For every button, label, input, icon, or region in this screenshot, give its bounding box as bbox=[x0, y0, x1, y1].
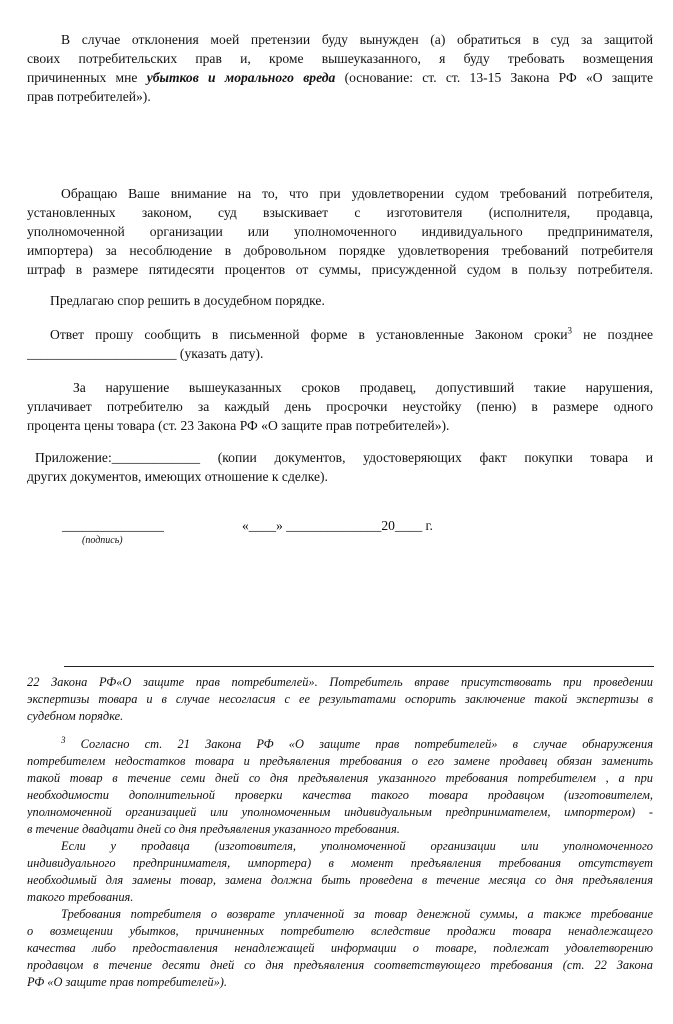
text-run: Ответ прошу сообщить в письменной форме в установленные Законом сроки bbox=[50, 327, 568, 342]
text-line: Обращаю Ваше внимание на то, что при удовлетворении судом требований потребителя, bbox=[61, 186, 653, 201]
footnote-separator bbox=[64, 666, 654, 667]
text-line: В случае отклонения моей претензии буду вынужден (а) обратиться в суд за защитой bbox=[61, 32, 653, 47]
text-run: не позднее bbox=[572, 327, 653, 342]
footnote-line: экспертизы товара и в случае несогласия с ее результатами оспорить заключение такой экспертизы в bbox=[27, 692, 653, 706]
signature-label: (подпись) bbox=[82, 535, 123, 546]
text-line: уполномоченной организации или уполномоченного индивидуального предпринимателя, bbox=[27, 224, 653, 239]
signature-line: _______________ bbox=[62, 518, 164, 533]
footnote-line: необходимый для замены товар, замена должна быть проведена в течение месяца со дня предъявления bbox=[27, 873, 653, 887]
footnote-line: индивидуального предпринимателя, импортера) в момент предъявления требования отсутствует bbox=[27, 856, 653, 870]
footnote-3-part-c bbox=[27, 906, 653, 991]
text-line: других документов, имеющих отношение к сделке). bbox=[27, 469, 328, 484]
text-run: (основание: ст. ст. 13-15 Закона РФ «О защите bbox=[335, 70, 653, 85]
footnote-line: продавцом в течение десяти дней со дня предъявления соответствующего требования (ст. 22 Закона bbox=[27, 958, 653, 972]
text-line: штраф в размере пятидесяти процентов от суммы, присужденной судом в пользу потребителя. bbox=[27, 262, 653, 277]
text-line: Приложение:_____________ (копии документов, удостоверяющих факт покупки товара и bbox=[35, 450, 653, 465]
footnote-mark: 3 bbox=[61, 736, 66, 745]
footnote-continuation bbox=[27, 674, 653, 725]
emphasis-text: убытков и морального вреда bbox=[146, 70, 336, 85]
answer-request-paragraph bbox=[27, 325, 653, 363]
footnote-line: такого требования. bbox=[27, 890, 134, 904]
footnote-ref: 3 bbox=[567, 325, 573, 336]
text-line: За нарушение вышеуказанных сроков продавец, допустивший такие нарушения, bbox=[73, 380, 653, 395]
text-line: своих потребительских прав и, кроме вышеуказанного, я буду требовать возмещения bbox=[27, 51, 653, 66]
footnote-line: качества либо предоставления ненадлежащей информации о товаре, подлежат удовлетворению bbox=[27, 941, 653, 955]
date-blank-line: ______________________ (указать дату). bbox=[27, 346, 264, 361]
date-line: «____» ______________20____ г. bbox=[242, 518, 433, 533]
penalty-paragraph bbox=[27, 378, 653, 435]
attachment-paragraph bbox=[27, 448, 653, 486]
footnote-line: 22 Закона РФ«О защите прав потребителей». Потребитель вправе присутствовать при проведении bbox=[27, 675, 653, 689]
footnote-line: о возмещении убытков, причиненных потребителю вследствие продажи товара ненадлежащего bbox=[27, 924, 653, 938]
fine-paragraph bbox=[27, 184, 653, 279]
footnote-line: РФ «О защите прав потребителей»). bbox=[27, 975, 227, 989]
footnote-line: уполномоченной организацией или уполномоченным индивидуальным предпринимателем, импортером) - bbox=[27, 805, 653, 819]
text-line: Предлагаю спор решить в досудебном порядке. bbox=[50, 293, 325, 308]
text-line bbox=[27, 325, 653, 344]
text-line bbox=[27, 68, 653, 87]
text-line: прав потребителей»). bbox=[27, 89, 151, 104]
text-run: Согласно ст. 21 Закона РФ «О защите прав потребителей» в случае обнаружения bbox=[65, 737, 653, 751]
footnote-3-part-b bbox=[27, 838, 653, 906]
footnote-line: такой товар в течение семи дней со дня предъявления указанного требования потребителем , а при bbox=[27, 771, 653, 785]
footnote-line: необходимости дополнительной проверки качества такого товара продавцом (изготовителем, bbox=[27, 788, 653, 802]
text-line: процента цены товара (ст. 23 Закона РФ «О защите прав потребителей»). bbox=[27, 418, 450, 433]
text-line: импортера) за несоблюдение в добровольном порядке удовлетворения требований потребителя bbox=[27, 243, 653, 258]
pretrial-paragraph bbox=[27, 291, 653, 310]
text-run: причиненных мне bbox=[27, 70, 147, 85]
footnote-line bbox=[27, 736, 653, 753]
footnote-line: в течение двадцати дней со дня предъявления указанного требования. bbox=[27, 822, 400, 836]
footnote-line: Если у продавца (изготовителя, уполномоченной организации или уполномоченного bbox=[61, 839, 653, 853]
footnote-line: Требования потребителя о возврате уплаченной за товар денежной суммы, а также требование bbox=[61, 907, 653, 921]
claim-paragraph bbox=[27, 30, 653, 106]
text-line: уплачивает потребителю за каждый день просрочки неустойку (пеню) в размере одного bbox=[27, 399, 653, 414]
text-line: установленных законом, суд взыскивает с изготовителя (исполнителя, продавца, bbox=[27, 205, 653, 220]
footnote-line: потребителем недостатков товара и предъявления требования о его замене продавец обязан заменить bbox=[27, 754, 653, 768]
footnote-3 bbox=[27, 736, 653, 838]
footnote-line: судебном порядке. bbox=[27, 709, 124, 723]
